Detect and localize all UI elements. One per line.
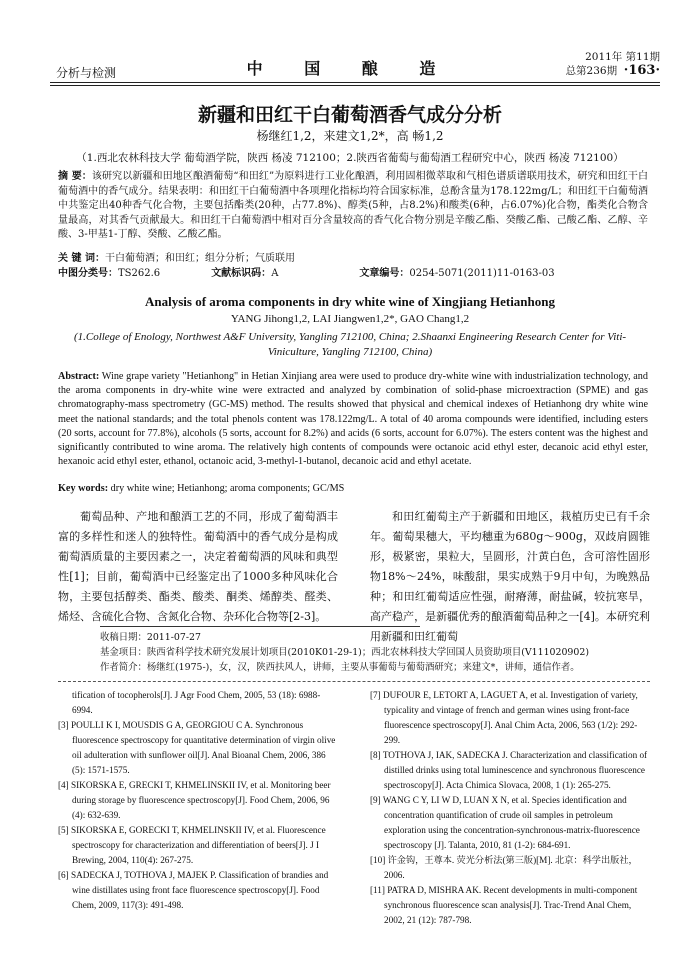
affiliation-en: (1.College of Enology, Northwest A&F University, Yangling 712100, China; 2.Shaanxi Engineering Research Center for Viti-Viniculture, Yangling 712100, China)	[73, 331, 627, 358]
abstract-text-cn: 该研究以新疆和田地区酿酒葡萄“和田红”为原料进行工业化酿酒，利用固相微萃取和气相色谱质谱联用技术，研究和田红干白葡萄酒中的香气成分。结果表明：和田红干白葡萄酒中各项理化指标均符合国家标准，总酚含量为178.122mg/L；和田红干白葡萄酒中共鉴定出40种香气化合物，主要包括酯类(20种，占77.8%)、醇类(5种，占8.2%)和酸类(6种，占6.07%)化合物，酯类化合物含量最高，对其香气贡献最大。和田红干白葡萄酒中相对百分含量较高的香气化合物分别是辛酸乙酯、癸酸乙酯、己酸乙酯、乙醇、辛酸、3-甲基1-丁醇、癸酸、乙酸乙酯。	[58, 171, 649, 240]
abstract-text-en: Wine grape variety "Hetianhong" in Hetian Xinjiang area were used to produce dry-white wine with industrialization technology, and the aroma components in dry-white wine were extracted and analyzed by combination of solid-phase microextraction (SPME) and gas chromatography-mass spectrometry (GC-MS) method. The results showed that physical and chemical indexes of Hetianhong dry white wine meet the national standards; and the total phenols content was 178.122mg/L. A total of 40 aroma compounds were identified, including esters (20 sorts, account for 77.8%), alcohols (5 sorts, account for 8.2%) and acids (6 sorts, account for 6.07%). The esters content was the highest and significantly contributed to wine aroma. The relatively high contents of compounds were octanoic acid ethyl ester, decanoic acid ethyl ester, hexanoic acid ethyl ester, ethanol, octanoic acid, 3-methyl-1-butanol, decanoic acid and ethyl acetate.	[58, 371, 648, 468]
article-no-label: 文章编号：	[359, 268, 410, 279]
body-text-left: 葡萄品种、产地和酿酒工艺的不同，形成了葡萄酒丰富的多样性和迷人的独特性。葡萄酒中的香气成分是构成葡萄酒质量的主要因素之一，决定着葡萄酒的风味和典型性[1]；目前，葡萄酒中已经鉴定出了1000多种风味化合物，主要包括醇类、酯类、酸类、酮类、烯醇类、醛类、烯烃、含硫化合物、含氮化合物、杂环化合物等[2-3]。	[58, 510, 338, 623]
references-right	[370, 688, 652, 928]
author-info: 作者简介：杨继红(1975-)，女，汉，陕西扶风人，讲师，主要从事葡萄与葡萄酒研究；来建文*，讲师，通信作者。	[100, 662, 580, 673]
footnote	[100, 630, 648, 675]
paper-title-cn: 新疆和田红干白葡萄酒香气成分分析	[197, 104, 502, 126]
abstract-label-en: Abstract:	[58, 371, 100, 382]
clc-label: 中图分类号：	[58, 268, 118, 279]
keywords-label-en: Key words:	[58, 483, 109, 494]
reference-item: [7] DUFOUR E, LETORT A, LAGUET A, et al. Investigation of variety, typicality and vintage of french and german wines using front-face fluorescence spectroscopy[J]. Anal Chim Acta, 2006, 563 (1/2): 292-299.	[370, 690, 638, 745]
paper-title-en: Analysis of aroma components in dry white wine of Xingjiang Hetianhong	[144, 294, 555, 309]
keywords-cn	[58, 249, 295, 264]
reference-item: [4] SIKORSKA E, GRECKI T, KHMELINSKII IV, et al. Monitoring beer during storage by fluorescence spectroscopy[J]. Food Chem, 2006, 96 (4): 632-639.	[58, 780, 331, 820]
keywords-en	[58, 483, 344, 494]
references-left	[58, 688, 340, 913]
issue-number: 2011年 第11期	[585, 51, 660, 63]
authors-cn: 杨继红1,2，来建文1,2*，高 畅1,2	[256, 129, 444, 143]
authors-en: YANG Jihong1,2, LAI Jiangwen1,2*, GAO Chang1,2	[230, 313, 470, 325]
total-issue: 总第236期	[565, 65, 618, 77]
keywords-label-cn: 关 键 词：	[58, 253, 105, 264]
reference-item: tification of tocopherols[J]. J Agr Food Chem, 2005, 53 (18): 6988-6994.	[72, 690, 321, 715]
article-no-value: 0254-5071(2011)11-0163-03	[409, 268, 555, 279]
header-rule	[50, 82, 660, 86]
reference-item: [10] 许金钩，王尊本. 荧光分析法(第三版)[M]. 北京：科学出版社，2006.	[370, 855, 638, 880]
page-number: ·163·	[623, 63, 660, 78]
reference-item: [3] POULLI K I, MOUSDIS G A, GEORGIOU C A. Synchronous fluorescence spectroscopy for quantitative determination of virgin olive oil adulteration with sunflower oil[J]. Anal Bioanal Chem, 2006, 386 (5): 1571-1575.	[58, 720, 336, 775]
reference-item: [9] WANG C Y, LI W D, LUAN X N, et al. Species identification and concentration quantification of crude oil samples in petroleum exploration using the concentration-synchronous-matrix-fluorescence spectroscopy [J]. Talanta, 2010, 81 (1-2): 684-691.	[370, 795, 640, 850]
abstract-cn	[58, 170, 648, 243]
clc-value: TS262.6	[118, 268, 161, 279]
abstract-en	[58, 370, 648, 469]
issue-info	[566, 50, 660, 78]
footnote-rule	[100, 626, 420, 627]
classification-row	[58, 264, 648, 279]
affiliation-cn: （1.西北农林科技大学 葡萄酒学院，陕西 杨凌 712100；2.陕西省葡萄与葡萄酒工程研究中心，陕西 杨凌 712100）	[76, 152, 624, 164]
keywords-text-cn: 干白葡萄酒；和田红；组分分析；气质联用	[104, 253, 295, 264]
keywords-text-en: dry white wine; Hetianhong; aroma components; GC/MS	[110, 483, 345, 494]
reference-item: [5] SIKORSKA E, GORECKI T, KHMELINSKII IV, et al. Fluorescence spectroscopy for characterization and differentiation of beers[J]. J I Brewing, 2004, 110(4): 267-275.	[58, 825, 326, 865]
reference-item: [8] TOTHOVA J, IAK, SADECKA J. Characterization and classification of distilled drinks using total luminescence and synchronous fluorescence spectroscopy[J]. Acta Chimica Slovaca, 2008, 1 (1): 265-275.	[370, 750, 648, 790]
reference-item: [6] SADECKA J, TOTHOVA J, MAJEK P. Classification of brandies and wine distillates using front face fluorescence spectroscopy[J]. Food Chem, 2009, 117(3): 491-498.	[58, 870, 329, 910]
reference-item: [11] PATRA D, MISHRA AK. Recent developments in multi-component synchronous fluorescence scan analysis[J]. Trac-Trend Anal Chem, 2002, 21 (12): 787-798.	[370, 885, 638, 925]
fund-info: 基金项目：陕西省科学技术研究发展计划项目(2010K01-29-1)；西北农林科技大学回国人员资助项目(V111020902)	[100, 647, 589, 658]
body-text-right: 和田红葡萄主产于新疆和田地区，栽植历史已有千余年。葡萄果穗大，平均穗重为680g～900g，双歧肩圆锥形，极紧密，果粒大，呈圆形，汁黄白色，含可溶性固形物18%～24%，味酸甜，果实成熟于9月中旬，为晚熟品种；和田红葡萄适应性强，耐瘠薄，耐盐碱，较抗寒旱，高产稳产，是新疆优秀的酿酒葡萄品种之一[4]。本研究利用新疆和田红葡萄	[370, 510, 650, 643]
journal-name: 中 国 酿 造	[246, 59, 454, 78]
doc-code-label: 文献标识码：	[211, 268, 272, 279]
section-label: 分析与检测	[56, 66, 117, 80]
section-separator	[58, 681, 650, 682]
received-date: 收稿日期：2011-07-27	[100, 632, 201, 643]
abstract-label-cn: 摘 要：	[58, 171, 92, 182]
doc-code-value: A	[271, 268, 279, 279]
